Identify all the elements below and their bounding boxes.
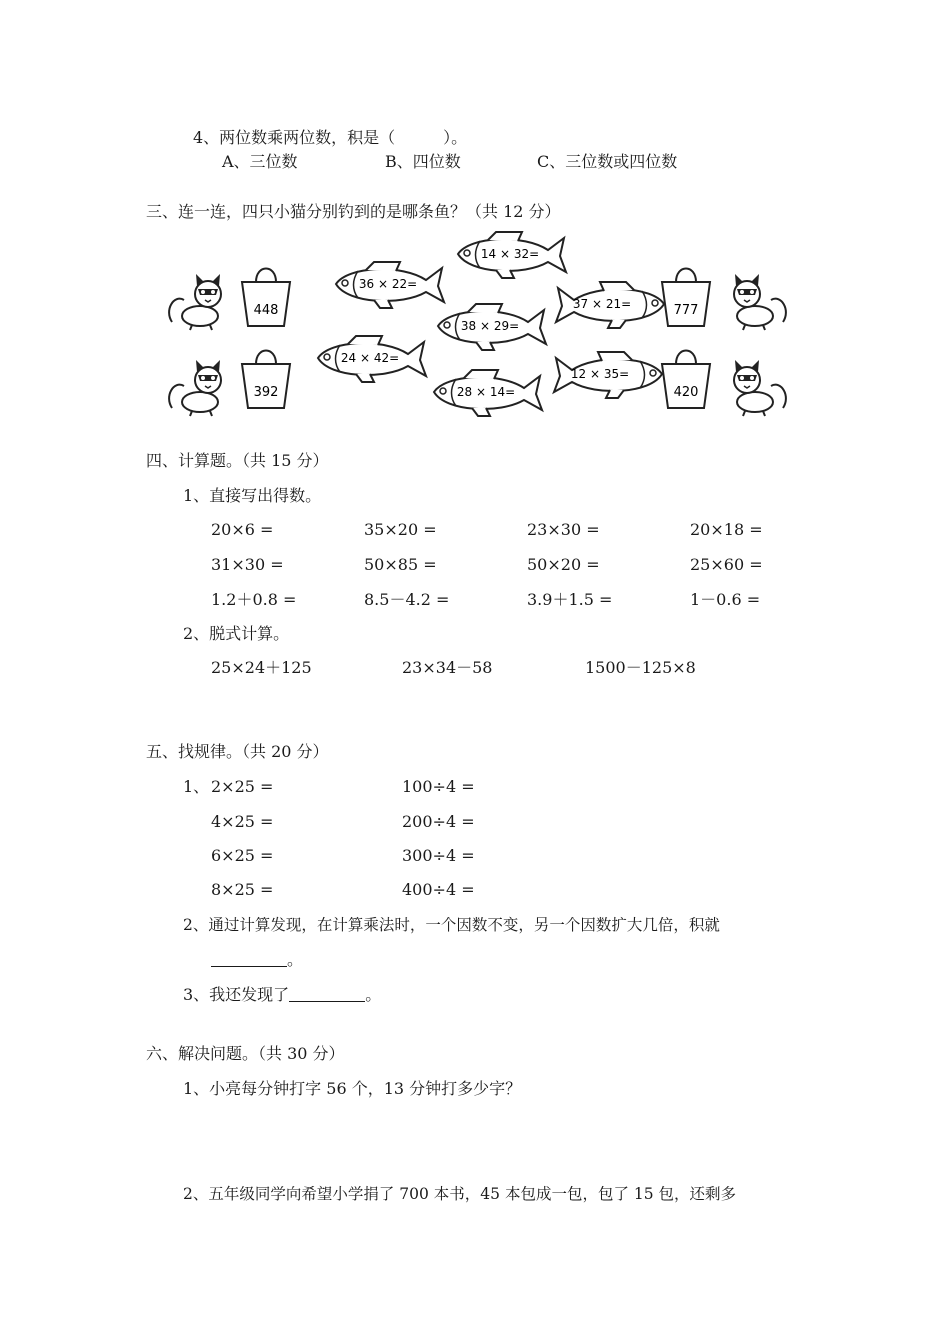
matching-figure (160, 228, 800, 426)
calc-item: 20×18 = (690, 520, 763, 539)
calc-item: 1－0.6 = (690, 590, 761, 609)
pattern-item: 8×25 = (211, 880, 274, 899)
question-5-3: 3、我还发现了 。 (183, 985, 382, 1004)
pattern-item: 4×25 = (211, 812, 274, 831)
option-b: B、四位数 (385, 152, 461, 171)
expression: 25×24＋125 (211, 658, 312, 677)
cat-icon (734, 360, 786, 416)
section-3-title: 三、连一连，四只小猫分别钓到的是哪条鱼？（共 12 分） (146, 202, 561, 221)
question-5-2: 2、通过计算发现，在计算乘法时，一个因数不变，另一个因数扩大几倍，积就 (183, 916, 720, 934)
fish-label: 36 × 22= (358, 277, 418, 291)
fish-label: 24 × 42= (340, 351, 400, 365)
answer-blank[interactable] (211, 950, 287, 967)
pattern-item: 100÷4 = (402, 777, 475, 796)
section-6-title: 六、解决问题。（共 30 分） (146, 1044, 345, 1063)
bucket-label: 420 (673, 385, 699, 400)
calc-item: 20×6 = (211, 520, 274, 539)
calc-item: 25×60 = (690, 555, 763, 574)
calc-item: 50×85 = (364, 555, 437, 574)
bucket-label: 392 (253, 385, 279, 400)
answer-blank[interactable] (289, 985, 365, 1002)
pattern-item: 400÷4 = (402, 880, 475, 899)
question-4-2: 2、脱式计算。 (183, 624, 290, 643)
section-4-title: 四、计算题。（共 15 分） (146, 451, 329, 470)
fish-label: 14 × 32= (480, 247, 540, 261)
question-6-1: 1、小亮每分钟打字 56 个，13 分钟打多少字？ (183, 1079, 522, 1098)
bucket-label: 448 (253, 303, 279, 318)
question-4-1: 1、直接写出得数。 (183, 486, 322, 505)
calc-item: 50×20 = (527, 555, 600, 574)
cat-icon (734, 274, 786, 330)
pattern-item: 300÷4 = (402, 846, 475, 865)
calc-item: 8.5－4.2 = (364, 590, 450, 609)
question-5-1-prefix: 1、 (183, 777, 210, 796)
calc-item: 31×30 = (211, 555, 284, 574)
fish-label: 38 × 29= (460, 319, 520, 333)
calc-item: 3.9＋1.5 = (527, 590, 613, 609)
option-c: C、三位数或四位数 (537, 152, 678, 171)
calc-item: 1.2＋0.8 = (211, 590, 297, 609)
fish-label: 12 × 35= (570, 367, 630, 381)
cat-icon (169, 360, 221, 416)
question-6-2: 2、五年级同学向希望小学捐了 700 本书，45 本包成一包，包了 15 包，还剩多 (183, 1185, 737, 1203)
pattern-item: 2×25 = (211, 777, 274, 796)
fish-label: 28 × 14= (456, 385, 516, 399)
expression: 23×34－58 (402, 658, 493, 677)
calc-item: 23×30 = (527, 520, 600, 539)
expression: 1500－125×8 (585, 658, 696, 677)
option-a: A、三位数 (222, 152, 298, 171)
fish-label: 37 × 21= (572, 297, 632, 311)
section-5-title: 五、找规律。（共 20 分） (146, 742, 329, 761)
calc-item: 35×20 = (364, 520, 437, 539)
question-5-2-answer: 。 (211, 950, 303, 970)
pattern-item: 200÷4 = (402, 812, 475, 831)
pattern-item: 6×25 = (211, 846, 274, 865)
bucket-label: 777 (673, 303, 699, 318)
question-2-4: 4、两位数乘两位数，积是（ ）。 (193, 128, 468, 147)
cat-icon (169, 274, 221, 330)
